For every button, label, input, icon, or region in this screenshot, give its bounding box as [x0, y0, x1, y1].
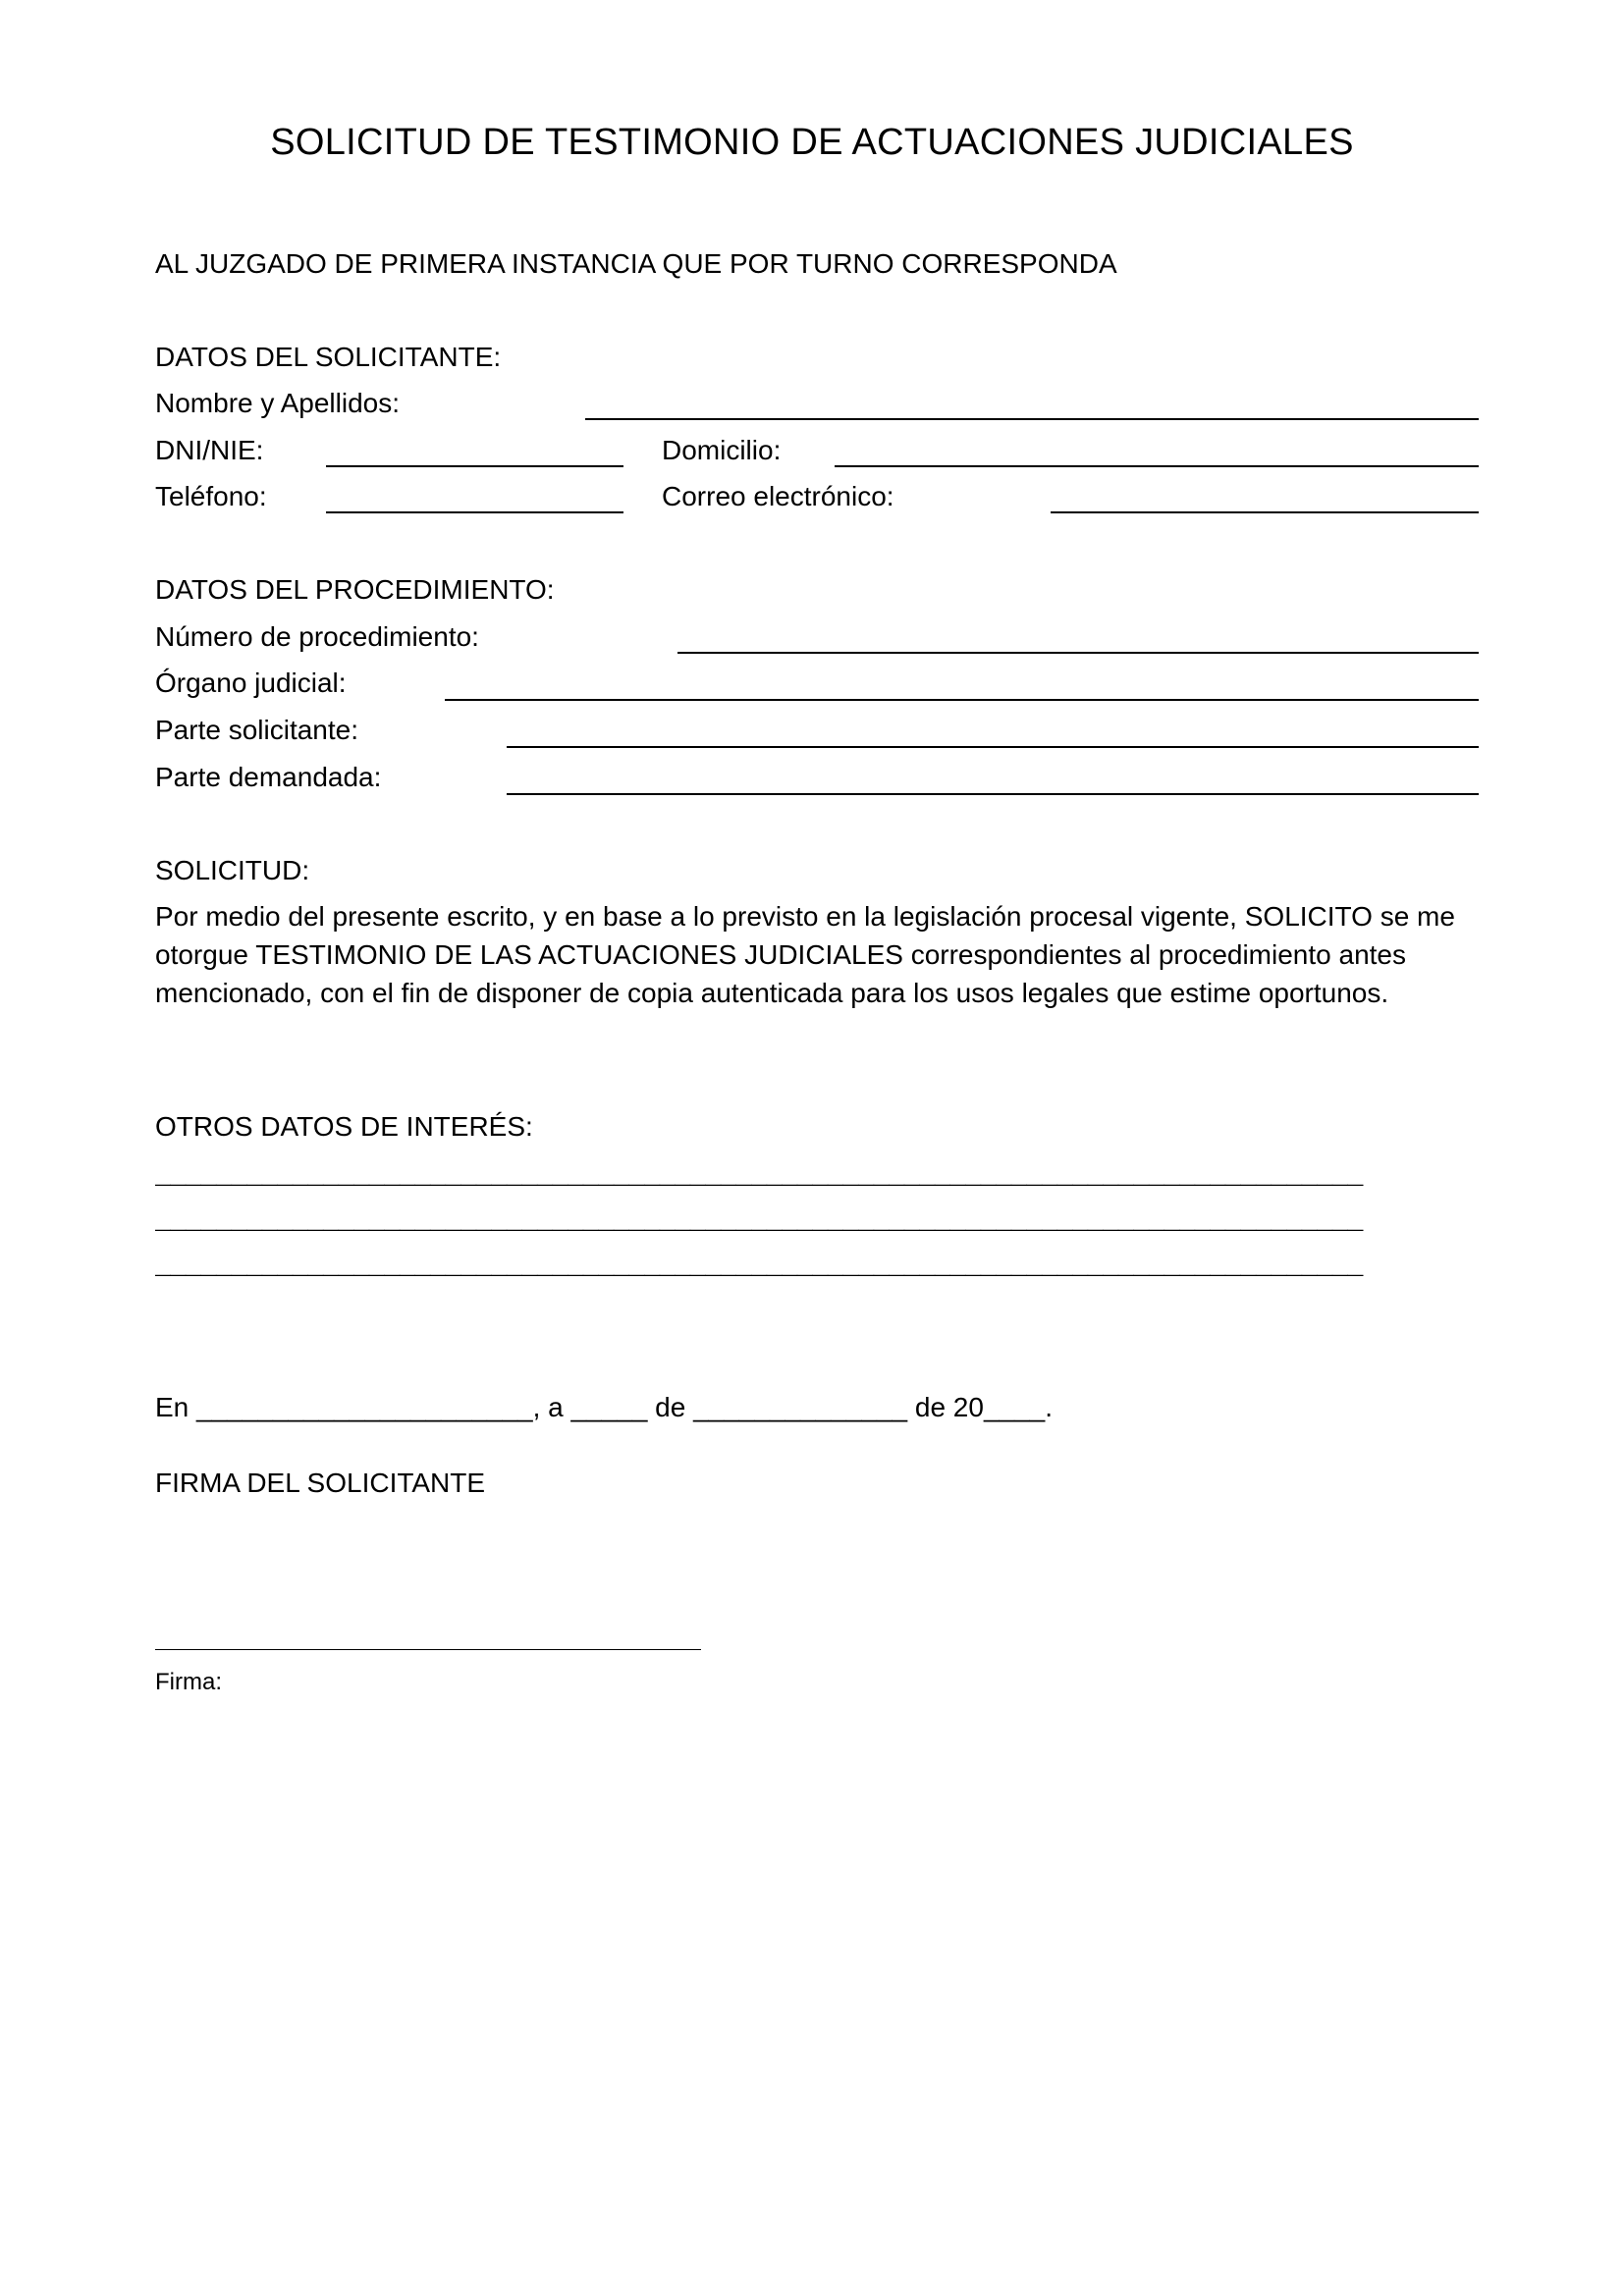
name-label: Nombre y Apellidos: [155, 388, 401, 418]
procedure-number-label: Número de procedimiento: [155, 621, 479, 652]
court-label: Órgano judicial: [155, 667, 347, 698]
signature-heading: FIRMA DEL SOLICITANTE [155, 1468, 486, 1498]
defendant-field-line[interactable] [507, 793, 1479, 795]
id-field-line[interactable] [326, 465, 623, 467]
request-heading: SOLICITUD: [155, 855, 310, 885]
other-line-3[interactable]: _______________________________________________________________________________ [155, 1249, 1364, 1276]
procedure-number-field-line[interactable] [677, 652, 1479, 654]
address-field-line[interactable] [835, 465, 1479, 467]
email-label: Correo electrónico: [662, 481, 894, 511]
requesting-party-field-line[interactable] [507, 746, 1479, 748]
place-date-line[interactable]: En ______________________, a _____ de ______________ de 20____. [155, 1392, 1054, 1422]
requesting-party-label: Parte solicitante: [155, 715, 358, 745]
defendant-label: Parte demandada: [155, 762, 382, 792]
addressee: AL JUZGADO DE PRIMERA INSTANCIA QUE POR TURNO CORRESPONDA [155, 248, 1117, 279]
applicant-heading: DATOS DEL SOLICITANTE: [155, 342, 502, 372]
phone-label: Teléfono: [155, 481, 267, 511]
other-line-1[interactable]: _______________________________________________________________________________ [155, 1158, 1364, 1186]
email-field-line[interactable] [1051, 511, 1479, 513]
phone-field-line[interactable] [326, 511, 623, 513]
signature-line[interactable] [155, 1649, 701, 1650]
court-field-line[interactable] [445, 699, 1479, 701]
document-title: SOLICITUD DE TESTIMONIO DE ACTUACIONES JUDICIALES [270, 122, 1354, 163]
request-body: Por medio del presente escrito, y en base a lo previsto en la legislación procesal vigente, SOLICITO se me otorgue TESTIMONIO DE LAS ACTUACIONES JUDICIALES correspondientes al procedimiento antes mencionado, con el fin de disponer de copia autenticada para los usos legales que estime oportunos. [155, 901, 1455, 1008]
id-label: DNI/NIE: [155, 435, 264, 465]
name-field-line[interactable] [585, 418, 1479, 420]
other-line-2[interactable]: _______________________________________________________________________________ [155, 1203, 1364, 1231]
other-heading: OTROS DATOS DE INTERÉS: [155, 1111, 533, 1142]
address-label: Domicilio: [662, 435, 782, 465]
procedure-heading: DATOS DEL PROCEDIMIENTO: [155, 574, 555, 605]
signature-label: Firma: [155, 1669, 222, 1695]
